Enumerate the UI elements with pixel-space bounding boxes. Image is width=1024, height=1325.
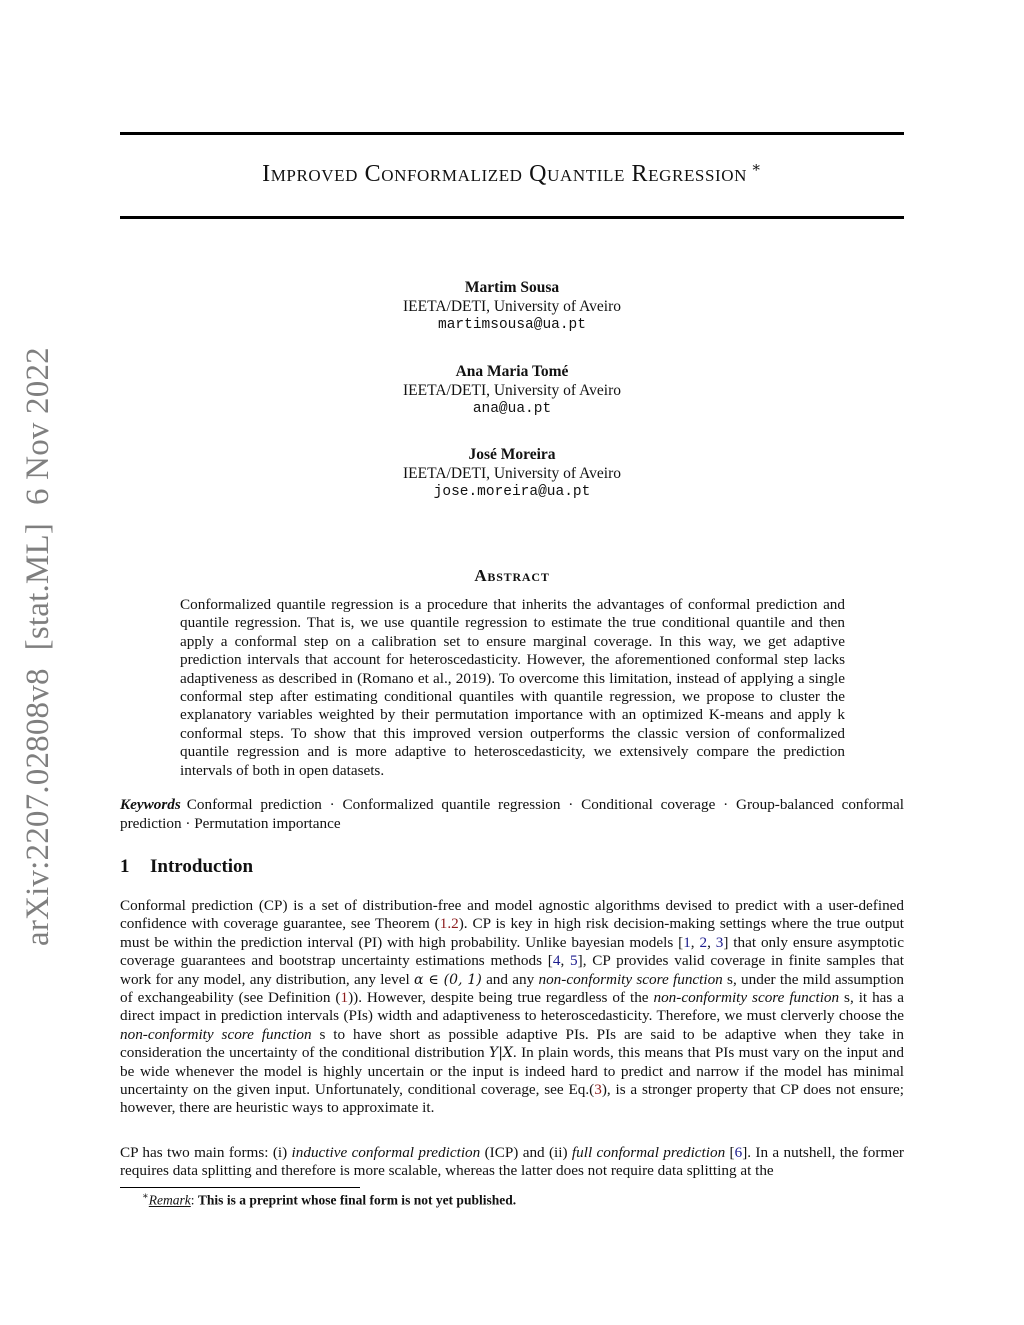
equation-ref-link[interactable]: 3 [594, 1081, 602, 1099]
abstract-heading: Abstract [474, 566, 550, 585]
author-name: Martim Sousa [464, 279, 560, 296]
footnote-mark: ∗ [142, 1191, 149, 1202]
intro-paragraph-1: Conformal prediction (CP) is a set of distribution-free and model agnostic algorithms devised to predict with a user-defined confidence with coverage guarantee, see Theorem (1.2). CP is key in high risk decision-making settings where the true output must be within the prediction interval (PI) with high probability. Unlike bayesian models [1, 2, 3] that only ensure asymptotic coverage guarantees and bootstrap uncertainty estimations methods [4, 5], CP provides valid coverage in finite samples that work for any model, any distribution, any level α ∈ (0, 1) and any non-conformity score function s, under the mild assumption of exchangeability (see Definition (1)). However, despite being true regardless of the non-conformity score function s, it has a direct impact in prediction intervals (PIs) width and adaptiveness to heteroscedasticity. Therefore, we must clerverly choose the non-conformity score function s to have short as possible adaptive PIs. PIs are said to be adaptive when they take in consideration the uncertainty of the conditional distribution Y|X. In plain words, this means that PIs must vary on the input and be wide whenever the model is highly uncertain or the input is indeed hard to predict and narrow if the model has minimal uncertainty on the given input. Unfortunately, conditional coverage, see Eq.(3), is a stronger property that CP does not ensure; however, there are heuristic ways to approximate it. [120, 897, 905, 1117]
author-block [120, 445, 904, 502]
definition-ref-link[interactable]: 1 [340, 989, 349, 1007]
author-block [120, 278, 904, 335]
citation-link[interactable]: 5 [570, 952, 578, 970]
math-alpha-range: α ∈ (0, 1) [414, 971, 482, 988]
keywords [120, 795, 904, 833]
arxiv-date: 6 Nov 2022 [20, 347, 56, 505]
author-email[interactable]: ana@ua.pt [472, 401, 552, 417]
title-bottom-rule [120, 216, 904, 219]
footnote-rule [120, 1187, 360, 1188]
footnote: ∗Remark: This is a preprint whose final form is not yet published. [142, 1191, 517, 1208]
author-affiliation: IEETA/DETI, University of Aveiro [403, 465, 621, 482]
author-email[interactable]: martimsousa@ua.pt [438, 317, 586, 333]
title-top-rule [120, 132, 904, 135]
citation-link[interactable]: 4 [552, 952, 561, 970]
title-text: Improved Conformalized Quantile Regression [262, 161, 748, 187]
theorem-ref-link[interactable]: 1.2 [439, 915, 459, 933]
math-conditional: Y|X [488, 1045, 513, 1062]
arxiv-stamp [20, 329, 57, 946]
abstract-text: Conformalized quantile regression is a procedure that inherits the advantages of conformal prediction and quantile regression. That is, we use quantile regression to estimate the true conditional quantile and then apply a conformal step on a calibration set to ensure marginal coverage. In this way, we get adaptive prediction intervals that account for heteroscedasticity. However, the aforementioned conformal step lacks adaptiveness as described in (Romano et al., 2019). To overcome this limitation, instead of applying a single conformal step after estimating conditional quantiles with quantile regression, we propose to cluster the explanatory variables weighted by their permutation importance with an optimized K-means and apply k conformal steps. To show that this improved version outperforms the classic version of conformalized quantile regression and is more adaptive to heteroscedasticity, we extensively compare the prediction intervals of both in open datasets. [180, 596, 845, 779]
author-affiliation: IEETA/DETI, University of Aveiro [403, 382, 621, 399]
arxiv-id: arXiv:2207.02808v8 [20, 668, 56, 946]
arxiv-category: [stat.ML] [20, 522, 56, 651]
citation-link[interactable]: 1 [683, 933, 691, 951]
keywords-label: Keywords [120, 796, 181, 813]
paper-title [120, 158, 904, 188]
citation-link[interactable]: 3 [715, 933, 724, 951]
author-block [120, 362, 904, 419]
intro-paragraph-2: CP has two main forms: (i) inductive conformal prediction (ICP) and (ii) full conformal prediction [6]. In a nutshell, the former requires data splitting and therefore is more scalable, whereas the latter does not require data splitting at the [120, 1144, 904, 1180]
footnote-remark-label: Remark [148, 1192, 191, 1208]
section-title: Introduction [150, 856, 254, 877]
title-footnote-mark: ∗ [751, 160, 762, 176]
keywords-text: Conformal prediction · Conformalized quantile regression · Conditional coverage · Group-balanced conformal prediction · Permutation importance [120, 796, 904, 832]
author-email[interactable]: jose.moreira@ua.pt [433, 484, 591, 500]
author-affiliation: IEETA/DETI, University of Aveiro [403, 298, 621, 315]
citation-link[interactable]: 6 [734, 1144, 743, 1161]
author-name: José Moreira [468, 446, 556, 463]
author-name: Ana Maria Tomé [455, 363, 569, 380]
section-heading [120, 856, 253, 878]
citation-link[interactable]: 2 [699, 933, 708, 951]
section-number: 1 [120, 856, 130, 877]
footnote-text: This is a preprint whose final form is not yet published. [197, 1192, 517, 1208]
